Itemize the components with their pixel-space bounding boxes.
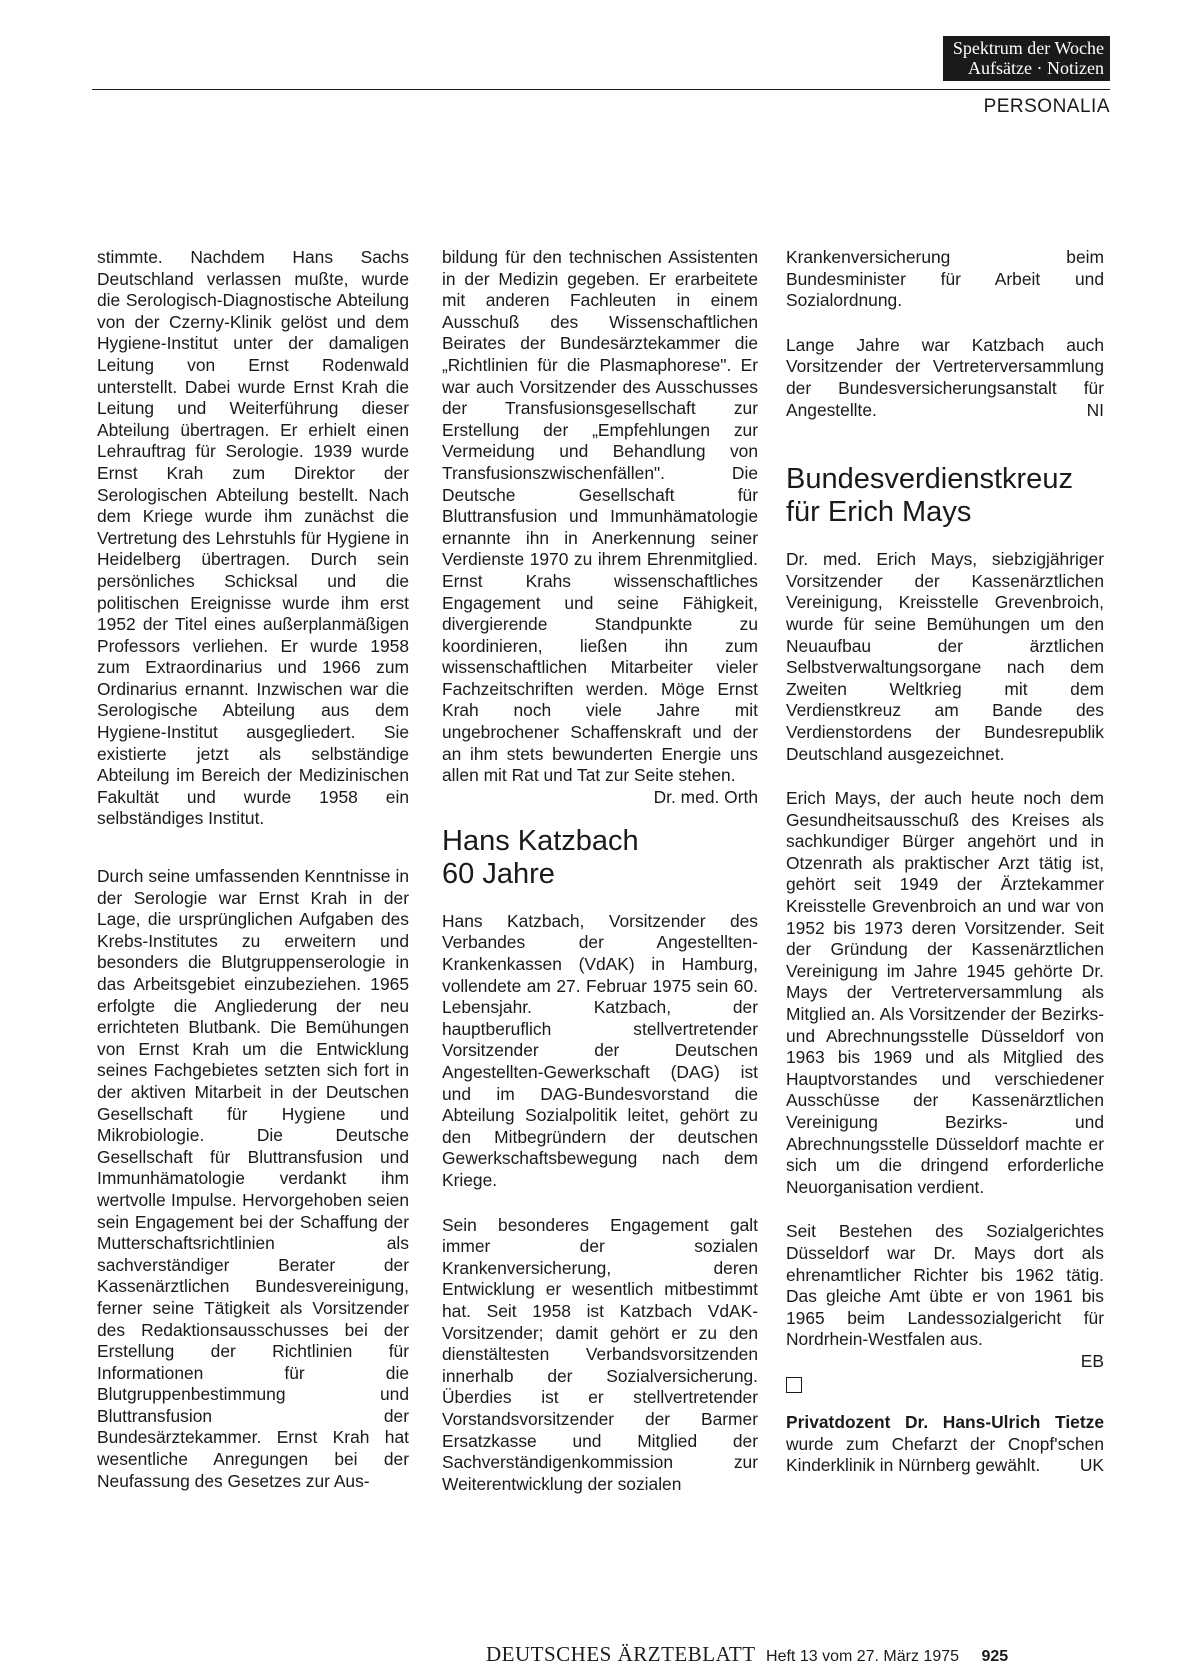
column-2	[442, 247, 758, 1495]
author-signature: UK	[1079, 1455, 1104, 1476]
header-rule	[92, 89, 1110, 90]
paragraph: Dr. med. Erich Mays, siebzigjähriger Vorsitzender der Kassenärztlichen Vereinigung, Kreisstelle Grevenbroich, wurde für seine Bemühungen um den Neuaufbau der ärztlichen Selbstverwaltungsorgane nach dem Zweiten Weltkrieg mit dem Verdienstkreuz am Bande des Verdienstordens der Bundesrepublik Deutschland ausgezeichnet.	[786, 549, 1104, 764]
heading-line: Hans Katzbach	[442, 824, 639, 857]
paragraph-text: Seit Bestehen des Sozialgerichtes Düsseldorf war Dr. Mays dort als ehrenamtlicher Richter bis 1962 tätig. Das gleiche Amt übte er von 1961 bis 1965 beim Landessozialgericht für Nordrhein-Westfalen aus.	[786, 1221, 1104, 1350]
paragraph: Erich Mays, der auch heute noch dem Gesundheitsausschuß des Kreises als sachkundiger Bürger angehört und in Otzenrath als praktischer Arzt tätig ist, gehört seit 1949 der Ärztekammer Kreisstelle Grevenbroich an und war von 1952 bis 1973 deren Vorsitzender. Seit der Gründung der Kassenärztlichen Vereinigung im Jahre 1945 gehörte Dr. Mays der Vertreterversammlung als Mitglied an. Als Vorsitzender der Bezirks- und Abrechnungsstelle Düsseldorf von 1963 bis 1969 und als Mitglied des Hauptvorstandes und verschiedener Ausschüsse der Kassenärztlichen Vereinigung Bezirks- und Abrechnungsstelle Düsseldorf machte er sich um die dringend erforderliche Neuorganisation verdient.	[786, 788, 1104, 1197]
heading-line: 60 Jahre	[442, 857, 555, 890]
paragraph-text: Lange Jahre war Katzbach auch Vorsitzender der Vertreterversammlung der Bundesversicherungsanstalt für Angestellte.	[786, 334, 1104, 420]
author-signature: EB	[1080, 1350, 1104, 1371]
page-number: 925	[981, 1648, 1009, 1665]
paragraph	[442, 247, 758, 807]
column-1	[97, 247, 409, 1492]
paragraph: Hans Katzbach, Vorsitzender des Verbandes der Angestellten-Krankenkassen (VdAK) in Hamburg, vollendete am 27. Februar 1975 sein 60. Lebensjahr. Katzbach, der hauptberuflich stellvertretender Vorsitzender der Deutschen Angestellten-Gewerkschaft (DAG) ist und im DAG-Bundesvorstand die Abteilung Sozialpolitik leitet, gehört zu den Mitbegründern der deutschen Gewerkschaftsbewegung nach dem Kriege.	[442, 910, 758, 1190]
separator-box	[786, 1373, 1104, 1399]
paragraph-text: wurde zum Chefarzt der Cnopf'schen Kinderklinik in Nürnberg gewählt.	[786, 1433, 1104, 1476]
header-box-line2: Aufsätze · Notizen	[968, 58, 1104, 78]
paragraph	[786, 335, 1104, 421]
paragraph	[786, 1221, 1104, 1371]
person-name: Privatdozent Dr. Hans-Ulrich Tietze	[786, 1412, 1104, 1433]
paragraph	[786, 1412, 1104, 1477]
column-3	[786, 247, 1104, 1477]
paragraph: Sein besonderes Engagement galt immer der sozialen Krankenversicherung, deren Entwicklung er wesentlich mitbestimmt hat. Seit 1958 ist Katzbach VdAK-Vorsitzender; damit gehört er zu den dienstältesten Verbandsvorsitzenden innerhalb der Sozialversicherung. Überdies ist er stellvertretender Vorstandsvorsitzender der Barmer Ersatzkasse und Mitglied der Sachverständigenkommission zur Weiterentwicklung der sozialen	[442, 1214, 758, 1494]
journal-title: DEUTSCHES ÄRZTEBLATT	[486, 1642, 756, 1666]
issue-info: Heft 13 vom 27. März 1975	[766, 1648, 960, 1665]
author-signature: Dr. med. Orth	[653, 786, 758, 807]
article-heading	[442, 825, 758, 891]
heading-line: Bundesverdienstkreuz	[786, 463, 1073, 496]
square-box-icon	[786, 1377, 802, 1393]
heading-line: für Erich Mays	[786, 496, 972, 529]
section-header-box	[943, 36, 1110, 81]
page-footer	[486, 1642, 1008, 1667]
paragraph: Durch seine umfassenden Kenntnisse in der Serologie war Ernst Krah in der Lage, die ursprünglichen Aufgaben des Krebs-Institutes zu erweitern und besonders die Blutgruppenserologie in das Arbeitsgebiet einzubeziehen. 1965 erfolgte die Angliederung der neu errichteten Blutbank. Die Bemühungen von Ernst Krah um die Entwicklung seines Fachgebietes setzten sich fort in der aktiven Mitarbeit in der Deutschen Gesellschaft für Hygiene und Mikrobiologie. Die Deutsche Gesellschaft für Bluttransfusion und Immunhämatologie verdankt ihm wertvolle Impulse. Hervorgehoben seien sein Engagement bei der Schaffung der Mutterschaftsrichtlinien als sachverständiger Berater der Kassenärztlichen Bundesvereinigung, ferner seine Tätigkeit als Vorsitzender des Redaktionsausschusses bei der Erstellung der Richtlinien für Informationen für die Blutgruppenbestimmung und Bluttransfusion der Bundesärztekammer. Ernst Krah hat wesentliche Anregungen bei der Neufassung des Gesetzes zur Aus-	[97, 866, 409, 1491]
article-heading	[786, 463, 1104, 529]
paragraph-text: bildung für den technischen Assistenten in der Medizin gegeben. Er erarbeitete mit anderen Fachleuten in einem Ausschuß des Wissenschaftlichen Beirates der Bundesärztekammer die „Richtlinien für die Plasmaphorese". Er war auch Vorsitzender des Ausschusses der Transfusionsgesellschaft zur Erstellung der „Empfehlungen zur Vermeidung und Behandlung von Transfusionszwischenfällen". Die Deutsche Gesellschaft für Bluttransfusion und Immunhämatologie ernannte ihn in Anerkennung seiner Verdienste 1970 zu ihrem Ehrenmitglied. Ernst Krahs wissenschaftliches Engagement und seine Fähigkeit, divergierende Standpunkte zu koordinieren, ließen ihn zum wissenschaftlichen Mitarbeiter vieler Fachzeitschriften werden. Möge Ernst Krah noch viele Jahre mit ungebrochener Schaffenskraft und der an ihm stets bewunderten Energie uns allen mit Rat und Tat zur Seite stehen.	[442, 247, 758, 786]
author-signature: NI	[1086, 399, 1104, 420]
header-box-line1: Spektrum der Woche	[952, 38, 1104, 58]
paragraph: Krankenversicherung beim Bundesminister für Arbeit und Sozialordnung.	[786, 247, 1104, 311]
section-label: PERSONALIA	[983, 96, 1110, 117]
paragraph: stimmte. Nachdem Hans Sachs Deutschland verlassen mußte, wurde die Serologisch-Diagnostische Abteilung von der Czerny-Klinik gelöst und dem Hygiene-Institut unter der damaligen Leitung von Ernst Rodenwald unterstellt. Dabei wurde Ernst Krah die Leitung und Weiterführung dieser Abteilung übertragen. Er erhielt einen Lehrauftrag für Serologie. 1939 wurde Ernst Krah zum Direktor der Serologischen Abteilung bestellt. Nach dem Kriege wurde ihm zunächst die Vertretung des Lehrstuhls für Hygiene in Heidelberg übertragen. Durch sein persönliches Schicksal und die politischen Ereignisse wurde ihm erst 1952 der Titel eines außerplanmäßigen Professors verliehen. Er wurde 1958 zum Extraordinarius und 1966 zum Ordinarius ernannt. Inzwischen war die Serologische Abteilung aus dem Hygiene-Institut ausgegliedert. Sie existierte jetzt als selbständige Abteilung im Bereich der Medizinischen Fakultät und wurde 1958 ein selbständiges Institut.	[97, 247, 409, 829]
